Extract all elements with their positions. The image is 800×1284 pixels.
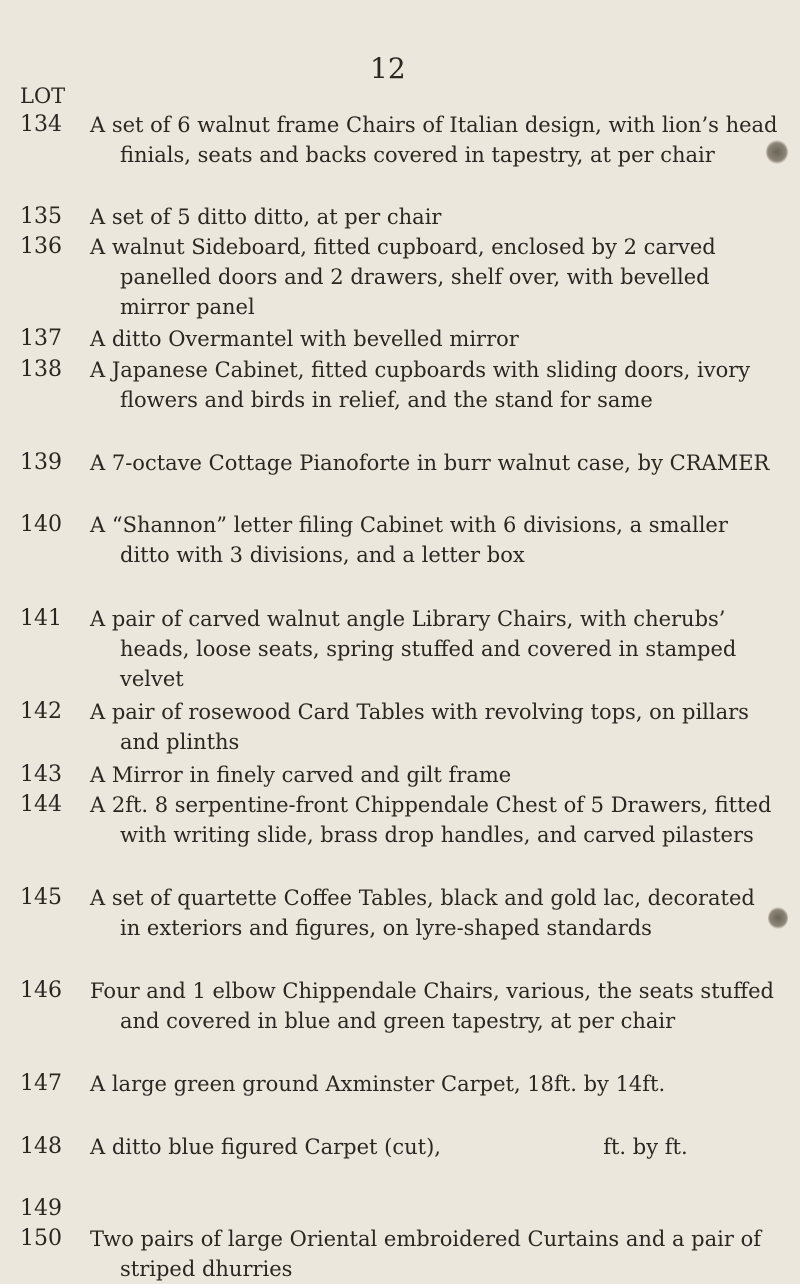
lot-description: A Mirror in finely carved and gilt frame: [90, 763, 512, 787]
lot-measure-blank: ft. by ft.: [603, 1135, 688, 1159]
lot-number: 135: [20, 204, 62, 229]
lot-description: Two pairs of large Oriental embroidered Curtains and a pair of striped dhurries: [90, 1227, 761, 1281]
lot-number: 138: [20, 357, 62, 382]
lot-number: 149: [20, 1196, 62, 1221]
lot-number: 137: [20, 326, 62, 351]
lot-description-text: A ditto blue figured Carpet (cut),: [90, 1135, 441, 1159]
lot-number: 139: [20, 450, 62, 475]
ink-spot: [766, 140, 788, 164]
lot-description: [90, 1132, 780, 1162]
lot-number: 143: [20, 762, 62, 787]
page-number: 12: [370, 52, 406, 85]
lot-description: A pair of carved walnut angle Library Chairs, with cherubs’ heads, loose seats, spring stuffed and covered in stamped velvet: [90, 607, 737, 691]
lot-number: 134: [20, 112, 62, 137]
lot-description: A pair of rosewood Card Tables with revolving tops, on pillars and plinths: [90, 700, 749, 754]
lot-number: 150: [20, 1226, 62, 1251]
lot-description: A ditto Overmantel with bevelled mirror: [90, 327, 519, 351]
lot-description: A “Shannon” letter filing Cabinet with 6 divisions, a smaller ditto with 3 divisions, and a letter box: [90, 513, 728, 567]
lot-description: A 2ft. 8 serpentine-front Chippendale Chest of 5 Drawers, fitted with writing slide, brass drop handles, and carved pilasters: [90, 793, 772, 847]
lot-number: 140: [20, 512, 62, 537]
lot-number: 146: [20, 978, 62, 1003]
lot-description: A set of 5 ditto ditto, at per chair: [90, 205, 442, 229]
lot-description: A set of quartette Coffee Tables, black and gold lac, decorated in exteriors and figures, on lyre-shaped standards: [90, 886, 755, 940]
lot-number: 148: [20, 1134, 62, 1159]
lot-number: 142: [20, 699, 62, 724]
lot-number: 136: [20, 234, 62, 259]
lot-description: A large green ground Axminster Carpet, 18ft. by 14ft.: [90, 1072, 666, 1096]
lot-number: 145: [20, 885, 62, 910]
lot-description: A walnut Sideboard, fitted cupboard, enclosed by 2 carved panelled doors and 2 drawers, shelf over, with bevelled mirror panel: [90, 235, 716, 319]
lot-number: 144: [20, 792, 62, 817]
lot-description: A Japanese Cabinet, fitted cupboards with sliding doors, ivory flowers and birds in relief, and the stand for same: [90, 358, 751, 412]
lot-description: Four and 1 elbow Chippendale Chairs, various, the seats stuffed and covered in blue and green tapestry, at per chair: [90, 979, 774, 1033]
lot-number: 147: [20, 1071, 62, 1096]
ink-spot: [768, 907, 788, 929]
lot-number: 141: [20, 606, 62, 631]
lot-description: A set of 6 walnut frame Chairs of Italian design, with lion’s head finials, seats and backs covered in tapestry, at per chair: [90, 113, 778, 167]
lot-description: A 7-octave Cottage Pianoforte in burr walnut case, by CRAMER: [90, 451, 770, 475]
lot-column-header: LOT: [20, 84, 66, 108]
